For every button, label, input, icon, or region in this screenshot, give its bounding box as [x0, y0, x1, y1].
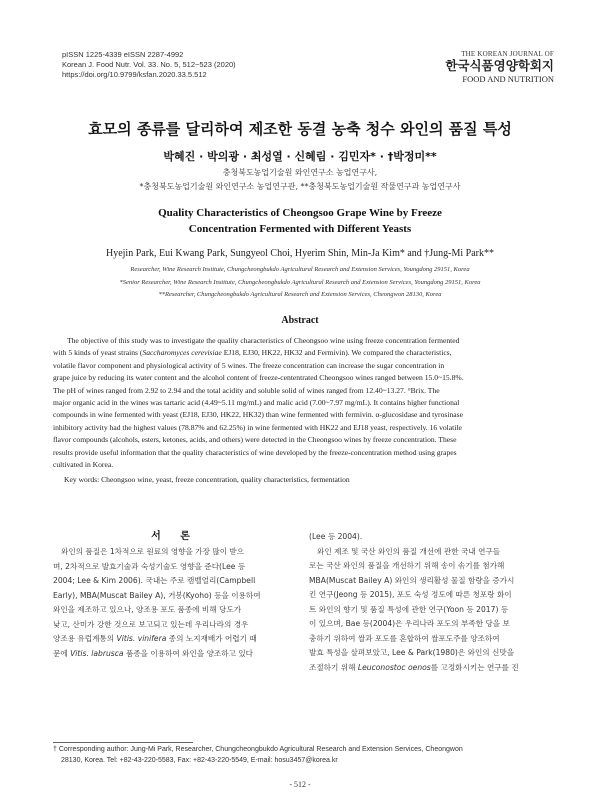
english-affiliation-2: *Senior Researcher, Wine Research Institute, Chungcheongbukdo Agricultural Research and Extension Services, Youngdong 29151, Korea [119, 279, 481, 286]
body-line: 2004; Lee & Kim 2006). 국내는 주로 캠벨얼리(Campbell [53, 576, 256, 585]
body-line: (Lee 등 2004). [309, 532, 363, 541]
abstract-line: The pH of wines ranged from 2.92 to 2.94 and the total acidity and soluble solid of wines ranged from 12.40~13.27. °Brix. The [53, 385, 440, 395]
abstract-line: inhibitory activity had the highest values (78.87% and 62.25%) in wine fermented with HK22 and EJ18 yeast, respectively. 16 volatile [53, 422, 462, 432]
body-line: 킨 연구(Jeong 등 2015), 포도 숙성 정도에 따른 청포랑 화이 [309, 590, 512, 599]
abstract-heading: Abstract [281, 315, 319, 326]
abstract-line: cultivated in Korea. [53, 460, 114, 470]
abstract-line: compounds in wine fermented with yeast (EJ18, EJ30, HK22, HK32) than wine fermented with fermivin. α-glucosidase and tyrosinase [53, 410, 463, 420]
footnote-divider [53, 742, 193, 743]
body-line: 트 와인의 향기 및 품질 특성에 관한 연구(Yoon 등 2017) 등 [309, 604, 509, 614]
body-text: 를 고정화시키는 연구를 진 [430, 662, 519, 672]
corresponding-author-footnote [53, 744, 553, 766]
intro-left-column [53, 545, 296, 661]
body-line: 며, 2차적으로 발효기술과 숙성기술도 영향을 준다(Lee 등 [53, 561, 246, 571]
korean-affiliation-2: *충청북도농업기술원 와인연구소 농업연구관, **충청북도농업기술원 작물연구과 농업연구사 [139, 182, 461, 191]
abstract-line: major organic acid in the wines was tartaric acid (4.49~5.11 mg/mL) and malic acid (7.00~7.97 mg/mL). It contains higher functional [53, 398, 460, 408]
body-line: 와인 제조 및 국산 와인의 품질 개선에 관한 국내 연구들 [317, 546, 501, 556]
korean-title: 효모의 종류를 달리하여 제조한 동결 농축 청수 와인의 품질 특성 [88, 120, 512, 138]
english-authors: Hyejin Park, Eui Kwang Park, Sungyeol Choi, Hyerim Shin, Min-Ja Kim* and †Jung-Mi Park** [105, 248, 495, 259]
citation-line: Korean J. Food Nutr. Vol. 33. No. 5, 512~523 (2020) [62, 60, 236, 69]
species-name: Leuconostoc oenos [357, 662, 431, 672]
abstract-line: results provide useful information that the quality characteristics of wine developed by the freeze-concentration method using grapes [53, 447, 457, 457]
body-line: 와인의 품질은 1차적으로 원료의 영향을 가장 많이 받으 [61, 547, 245, 556]
intro-right-column [309, 530, 553, 675]
body-line [309, 661, 553, 676]
body-line: 낮고, 산미가 강한 것으로 보고되고 있는데 우리나라의 경우 [53, 619, 249, 629]
species-name: Vitis. vinifera [116, 634, 167, 643]
korean-affiliation-1: 충청북도농업기술원 와인연구소 농업연구사, [222, 168, 378, 177]
page-number: - 512 - [289, 780, 311, 789]
english-affiliation-1: Researcher, Wine Research Institute, Chungcheongbukdo Agricultural Research and Extension Services, Youngdong 29151, Korea [130, 266, 470, 273]
abstract-line: flavor compounds (alcohols, esters, ketones, acids, and others) were detected in the Cheongsoo wines by freeze concentration. These [53, 435, 457, 445]
footnote-line-2: 28130, Korea. Tel: +82-43-220-5583, Fax: +82-43-220-5549, E-mail: hosu3457@korea.kr [61, 757, 338, 764]
body-line: 이 있으며, Bae 등(2004)은 우리나라 포도의 부족한 당을 보 [309, 619, 510, 628]
keywords: Key words: Cheongsoo wine, yeast, freeze concentration, quality characteristics, fermentation [64, 475, 350, 484]
journal-name-en-bottom: FOOD AND NUTRITION [462, 74, 554, 84]
body-line [53, 632, 296, 647]
body-line [53, 647, 296, 662]
citation-block [62, 50, 236, 80]
journal-logo [418, 50, 554, 84]
footnote-line-1: † Corresponding author: Jung-Mi Park, Researcher, Chungcheongbukdo Agricultural Research and Extension Services, Cheongwon [53, 746, 463, 753]
body-text: 조절하기 위해 [309, 662, 356, 672]
abstract-body [53, 335, 547, 471]
body-line: 로는 국산 와인의 품질을 개선하기 위해 송이 솎기를 첨가해 [309, 561, 505, 570]
body-line: MBA(Muscat Bailey A) 와인의 생리활성 물질 함량을 증가시 [309, 575, 515, 585]
abstract-text: EJ18, EJ30, HK22, HK32 and Fermivin). We compared the characteristics, [221, 348, 452, 358]
abstract-line: The objective of this study was to investigate the quality characteristics of Cheongsoo wine using freeze concentration fermented [67, 336, 460, 345]
issn-line: pISSN 1225-4339 eISSN 2287-4992 [62, 50, 184, 59]
english-title-line-2: Concentration Fermented with Different Yeasts [188, 223, 412, 235]
english-affiliation-3: **Researcher, Chungcheongbukdo Agricultural Research and Extension Services, Cheongwon 28130, Korea [158, 291, 442, 298]
journal-name-en-top: THE KOREAN JOURNAL OF [461, 50, 554, 58]
section-heading-intro: 서 론 [151, 531, 198, 542]
abstract-line: volatile flavor component and physiological activity of 5 wines. The freeze concentration can increase the sugar concentration in [53, 360, 445, 370]
abstract-line [53, 347, 547, 359]
body-text: 종의 노지재배가 어렵기 때 [168, 634, 257, 643]
korean-authors: 박혜진 · 박의광 · 최성열 · 신혜림 · 김민자* · †박정미** [163, 150, 437, 163]
body-text: 문에 [53, 648, 68, 658]
species-name: Vitis. labrusca [70, 648, 124, 658]
body-line: 와인을 제조하고 있으나, 양조용 포도 품종에 비해 당도가 [53, 605, 242, 614]
body-line: Early), MBA(Muscat Bailey A), 거봉(Kyoho) 등을 이용하여 [53, 590, 261, 600]
body-line: 충하기 위하여 쌀과 포도를 혼합하여 쌀포도주를 양조하여 [309, 633, 500, 643]
english-title [60, 205, 540, 237]
species-name: Saccharomyces cerevisiae [142, 348, 222, 358]
body-text: 양조용 유럽계통의 [53, 634, 115, 643]
doi-link[interactable]: https://doi.org/10.9799/ksfan.2020.33.5.512 [62, 70, 207, 79]
abstract-line: grape juice by reducing its water content and the alcohol content of freeze-cententrated Cheongsoo wines ranged between 15.0~15.8%. [53, 373, 464, 383]
journal-name-ko: 한국식품영양학회지 [445, 58, 554, 73]
body-text: 품종을 이용하여 와인을 양조하고 있다 [126, 648, 254, 658]
abstract-text: with 5 kinds of yeast strains ( [53, 348, 143, 358]
english-title-line-1: Quality Characteristics of Cheongsoo Grape Wine by Freeze [158, 207, 442, 219]
body-line: 발효 특성을 살펴보았고, Lee & Park(1980)은 와인의 신맛을 [309, 648, 515, 657]
